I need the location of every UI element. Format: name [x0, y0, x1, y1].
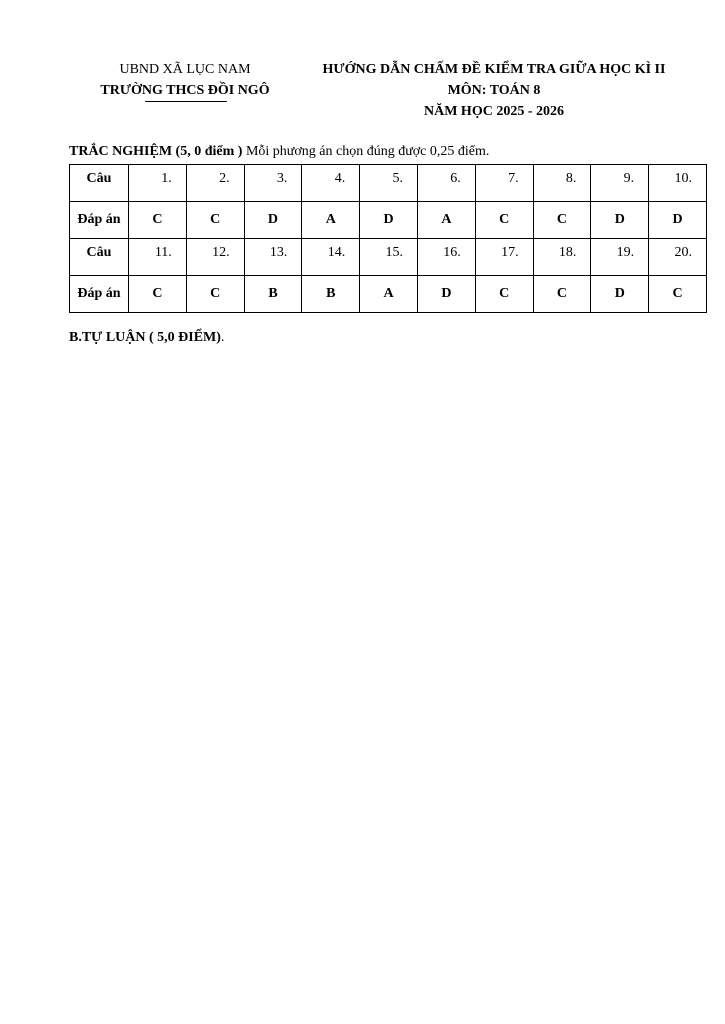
question-number-cell: 20. — [649, 239, 707, 276]
answer-value-cell: B — [302, 276, 360, 313]
section-b-heading — [69, 330, 224, 346]
answer-value-cell: C — [533, 202, 591, 239]
question-number-cell: 5. — [360, 165, 418, 202]
answer-value-cell: C — [186, 276, 244, 313]
question-number-cell: 10. — [649, 165, 707, 202]
section-b-title: B.TỰ LUẬN ( 5,0 ĐIỂM) — [69, 330, 221, 345]
answer-value-cell: C — [186, 202, 244, 239]
answer-label-cell: Đáp án — [70, 202, 129, 239]
question-number-cell: 1. — [129, 165, 187, 202]
section-a-note: Mỗi phương án chọn đúng được 0,25 điểm. — [245, 144, 490, 159]
answer-row — [70, 202, 707, 239]
answer-value-cell: D — [649, 202, 707, 239]
answer-value-cell: D — [244, 202, 302, 239]
answer-value-cell: A — [360, 276, 418, 313]
question-number-cell: 17. — [475, 239, 533, 276]
question-number-cell: 6. — [417, 165, 475, 202]
question-number-cell: 3. — [244, 165, 302, 202]
section-b-suffix: . — [220, 330, 225, 345]
question-number-cell: 7. — [475, 165, 533, 202]
question-number-cell: 16. — [417, 239, 475, 276]
school-name: TRƯỜNG THCS ĐỒI NGÔ — [100, 83, 270, 98]
question-number-cell: 4. — [302, 165, 360, 202]
answer-label-cell: Đáp án — [70, 276, 129, 313]
answer-value-cell: D — [591, 202, 649, 239]
answer-table — [69, 164, 707, 313]
answer-value-cell: D — [417, 276, 475, 313]
answer-value-cell: C — [129, 202, 187, 239]
answer-row — [70, 276, 707, 313]
question-number-cell: 8. — [533, 165, 591, 202]
answer-value-cell: D — [591, 276, 649, 313]
section-a-title: TRẮC NGHIỆM (5, 0 điểm ) — [69, 144, 243, 159]
school-year-line: NĂM HỌC 2025 - 2026 — [424, 104, 564, 119]
question-number-cell: 18. — [533, 239, 591, 276]
header-left — [80, 59, 290, 101]
question-row — [70, 239, 707, 276]
answer-value-cell: B — [244, 276, 302, 313]
question-number-cell: 12. — [186, 239, 244, 276]
district-name: UBND XÃ LỤC NAM — [119, 62, 251, 77]
question-number-cell: 14. — [302, 239, 360, 276]
question-number-cell: 15. — [360, 239, 418, 276]
subject-line: MÔN: TOÁN 8 — [447, 83, 541, 98]
header-right — [300, 59, 688, 122]
answer-value-cell: C — [475, 202, 533, 239]
answer-value-cell: C — [649, 276, 707, 313]
answer-value-cell: A — [302, 202, 360, 239]
question-label-cell: Câu — [70, 239, 129, 276]
answer-value-cell: A — [417, 202, 475, 239]
answer-value-cell: C — [533, 276, 591, 313]
section-a-heading — [69, 144, 489, 160]
question-number-cell: 19. — [591, 239, 649, 276]
answer-value-cell: C — [475, 276, 533, 313]
question-number-cell: 2. — [186, 165, 244, 202]
answer-value-cell: D — [360, 202, 418, 239]
answer-value-cell: C — [129, 276, 187, 313]
school-underline — [145, 101, 227, 102]
question-number-cell: 13. — [244, 239, 302, 276]
document-title: HƯỚNG DẪN CHẤM ĐỀ KIỂM TRA GIỮA HỌC KÌ II — [322, 62, 666, 77]
question-number-cell: 9. — [591, 165, 649, 202]
question-label-cell: Câu — [70, 165, 129, 202]
question-number-cell: 11. — [129, 239, 187, 276]
question-row — [70, 165, 707, 202]
